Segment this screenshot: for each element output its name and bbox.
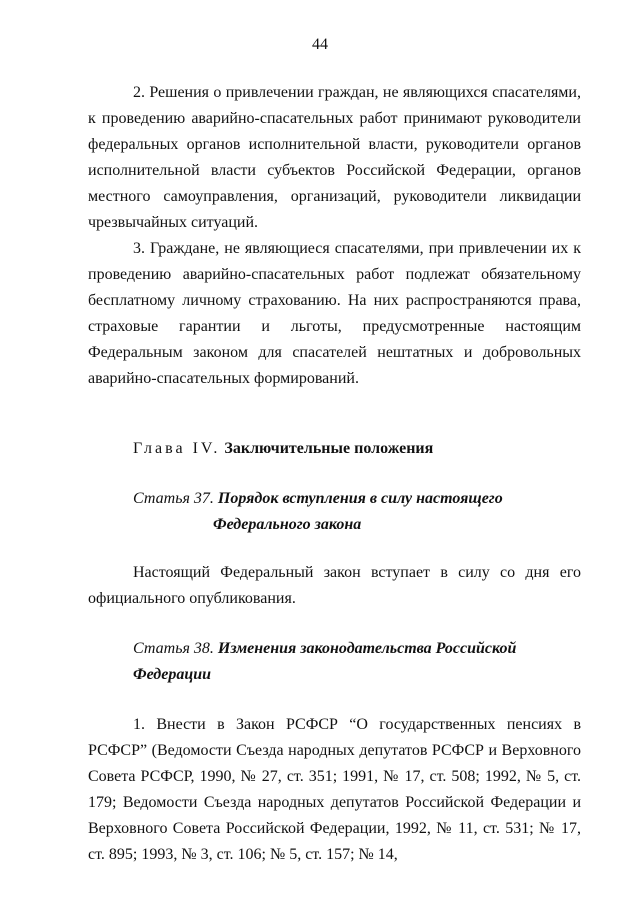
article-37-label: Статья 37. [133, 490, 214, 507]
article-38-text: 1. Внести в Закон РСФСР “О государственных пенсиях в РСФСР” (Ведомости Съезда народных депутатов РСФСР и Верховного Совета РСФСР, 1990, № 27, ст. 351; 1991, № 17, ст. 508; 1992, № 5, ст. 179; Ведомости Съезда народных депутатов Российской Федерации и Верховного Совета Российской Федерации, 1992, № 11, ст. 531; № 17, ст. 895; 1993, № 3, ст. 106; № 5, ст. 157; № 14, [88, 716, 581, 863]
paragraph-2: 2. Решения о привлечении граждан, не являющихся спасателями, к проведению аварийно-спасательных работ принимают руководители федеральных органов исполнительной власти, руководители органов исполнительной власти субъектов Российской Федерации, органов местного самоуправления, организаций, руководители ликвидации чрезвычайных ситуаций. [88, 84, 581, 231]
article-37-title-line1: Порядок вступления в силу настоящего [217, 490, 503, 507]
chapter-title: Заключительные положения [224, 440, 434, 457]
article-38-heading [88, 636, 581, 688]
article-38-label: Статья 38. [133, 640, 214, 657]
article-37-heading [88, 486, 581, 538]
document-body [88, 80, 581, 868]
article-37-text: Настоящий Федеральный закон вступает в силу со дня его официального опубликования. [88, 564, 581, 607]
chapter-heading [88, 436, 581, 462]
article-37-title-line2: Федерального закона [213, 516, 362, 533]
paragraph-3: 3. Граждане, не являющиеся спасателями, при привлечении их к проведению аварийно-спасательных работ подлежат обязательному бесплатному личному страхованию. На них распространяются права, страховые гарантии и льготы, предусмотренные настоящим Федеральным законом для спасателей нештатных и добровольных аварийно-спасательных формирований. [88, 240, 581, 387]
chapter-label: Глава IV. [133, 440, 221, 457]
page-number: 44 [312, 36, 328, 53]
article-38-title: Изменения законодательства Российской Федерации [133, 640, 517, 683]
